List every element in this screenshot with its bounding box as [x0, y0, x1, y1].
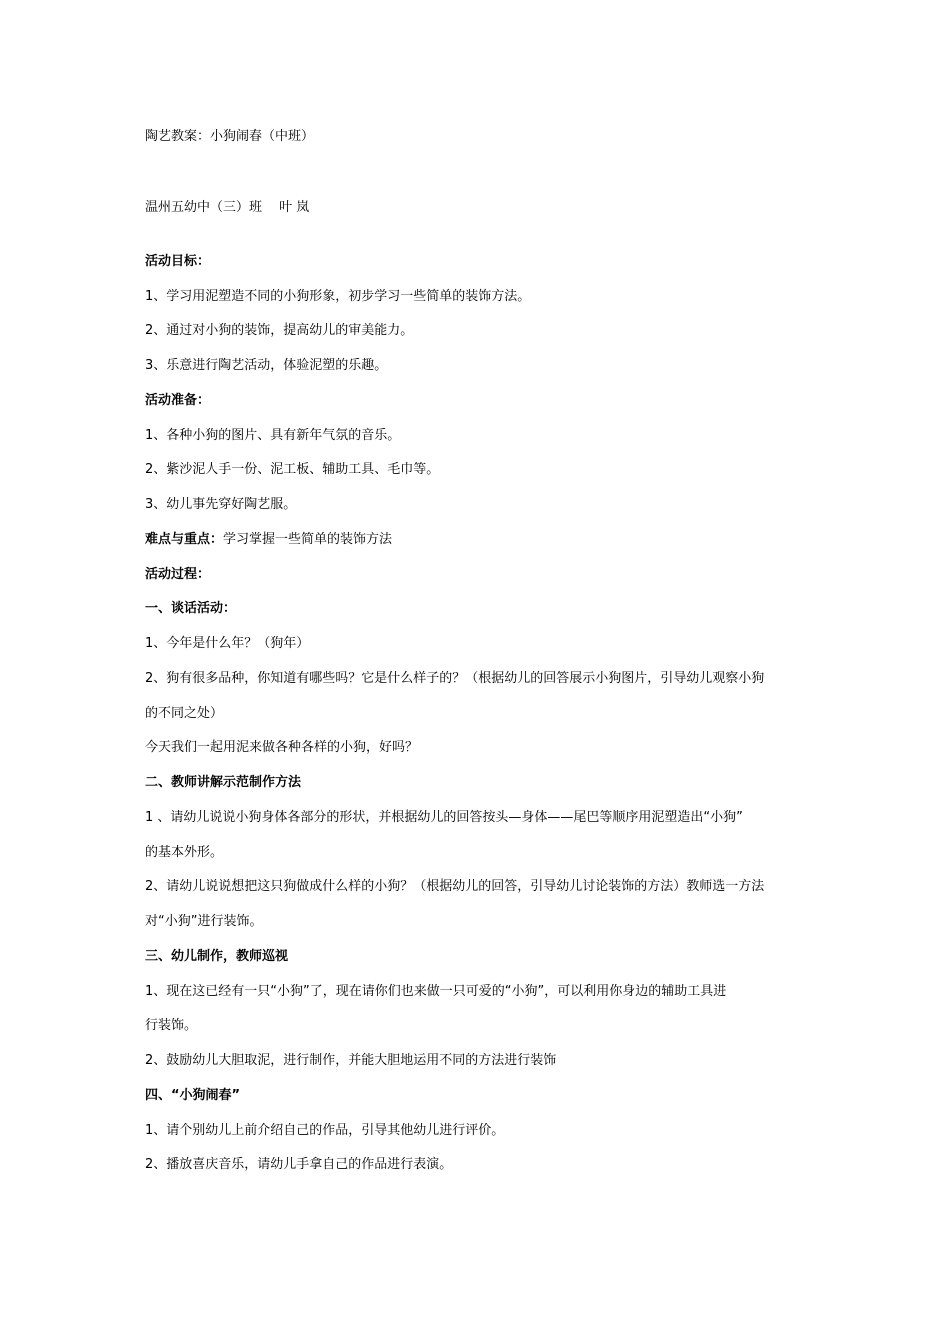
section1-line: 2、狗有很多品种，你知道有哪些吗？它是什么样子的？（根据幼儿的回答展示小狗图片，引导幼儿观察小狗	[145, 671, 765, 686]
document-title: 陶艺教案：小狗闹春（中班）	[145, 129, 315, 144]
section2-line: 对“小狗”进行装饰。	[145, 914, 263, 929]
preparation-heading: 活动准备：	[145, 393, 211, 408]
section2-line: 的基本外形。	[145, 845, 224, 860]
section1-heading: 一、谈话活动：	[145, 601, 237, 616]
goal-item: 1、学习用泥塑造不同的小狗形象，初步学习一些简单的装饰方法。	[145, 289, 531, 304]
author-line: 温州五幼中（三）班 叶 岚	[145, 200, 310, 215]
section1-line: 1、今年是什么年？（狗年）	[145, 636, 310, 651]
key-points-text: 学习掌握一些简单的装饰方法	[223, 532, 393, 547]
section3-line: 2、鼓励幼儿大胆取泥，进行制作，并能大胆地运用不同的方法进行装饰	[145, 1053, 557, 1068]
section1-line: 今天我们一起用泥来做各种各样的小狗，好吗？	[145, 740, 419, 755]
key-points-line	[145, 530, 392, 550]
section2-line: 1 、请幼儿说说小狗身体各部分的形状，并根据幼儿的回答按头—身体——尾巴等顺序用泥塑造出“小狗”	[145, 810, 743, 825]
preparation-item: 1、各种小狗的图片、具有新年气氛的音乐。	[145, 428, 401, 443]
section3-heading: 三、幼儿制作，教师巡视	[145, 949, 289, 964]
section2-heading: 二、教师讲解示范制作方法	[145, 775, 302, 790]
section3-line: 1、现在这已经有一只“小狗”了，现在请你们也来做一只可爱的“小狗”，可以利用你身边的辅助工具进	[145, 984, 727, 999]
goal-item: 2、通过对小狗的装饰，提高幼儿的审美能力。	[145, 323, 414, 338]
section3-line: 行装饰。	[145, 1018, 198, 1033]
section1-line: 的不同之处）	[145, 706, 224, 721]
process-heading: 活动过程：	[145, 567, 211, 582]
section4-line: 1、请个别幼儿上前介绍自己的作品，引导其他幼儿进行评价。	[145, 1123, 505, 1138]
preparation-item: 3、幼儿事先穿好陶艺服。	[145, 497, 297, 512]
goals-heading: 活动目标：	[145, 254, 211, 269]
section4-heading: 四、“小狗闹春”	[145, 1088, 241, 1103]
goal-item: 3、乐意进行陶艺活动，体验泥塑的乐趣。	[145, 358, 388, 373]
section4-line: 2、播放喜庆音乐，请幼儿手拿自己的作品进行表演。	[145, 1157, 453, 1172]
key-points-label: 难点与重点：	[145, 532, 224, 547]
preparation-item: 2、紫沙泥人手一份、泥工板、辅助工具、毛巾等。	[145, 462, 440, 477]
section2-line: 2、请幼儿说说想把这只狗做成什么样的小狗？（根据幼儿的回答，引导幼儿讨论装饰的方法）教师选一方法	[145, 879, 765, 894]
